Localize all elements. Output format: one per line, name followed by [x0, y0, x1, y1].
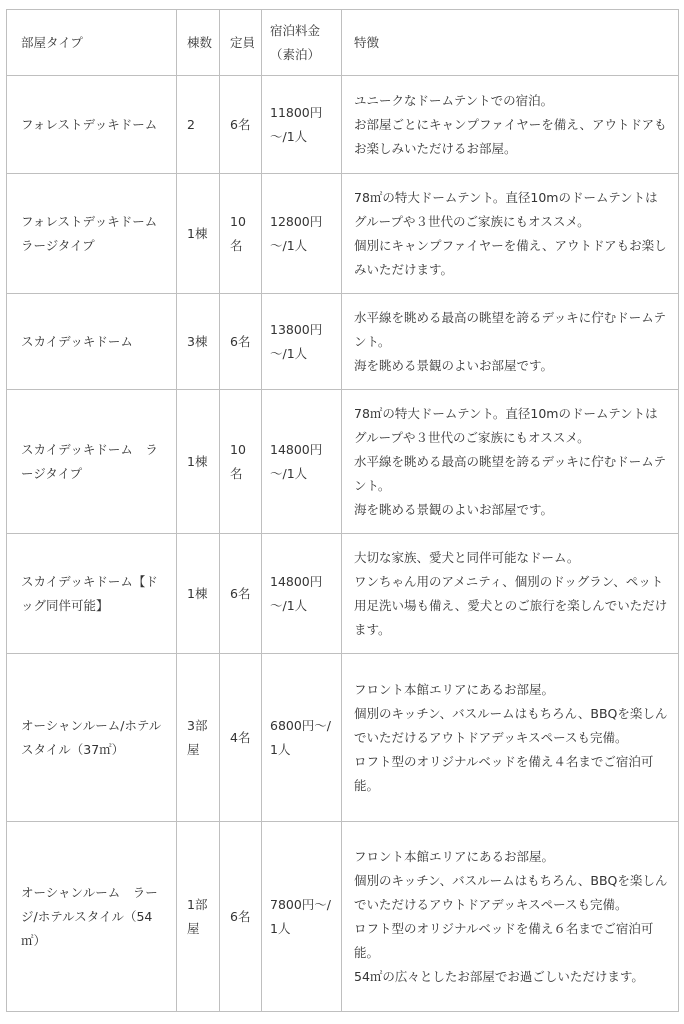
features-cell: 78㎡の特大ドームテント。直径10mのドームテントはグループや３世代のご家族にもオススメ。 個別にキャンプファイヤーを備え、アウトドアもお楽しみいただけます。 [342, 174, 679, 294]
capacity-cell: 6名 [220, 822, 262, 1012]
units-cell: 1棟 [177, 174, 220, 294]
room-type-cell: オーシャンルーム ラージ/ホテルスタイル（54㎡） [7, 822, 177, 1012]
header-room-type: 部屋タイプ [7, 10, 177, 76]
features-cell: 大切な家族、愛犬と同伴可能なドーム。 ワンちゃん用のアメニティ、個別のドッグラン、ペット用足洗い場も備え、愛犬とのご旅行を楽しんでいただけます。 [342, 534, 679, 654]
capacity-cell: 6名 [220, 294, 262, 390]
price-cell: 14800円～/1人 [262, 534, 342, 654]
header-features: 特徴 [342, 10, 679, 76]
price-cell: 6800円～/1人 [262, 654, 342, 822]
capacity-cell: 10名 [220, 390, 262, 534]
room-type-cell: スカイデッキドーム [7, 294, 177, 390]
features-cell: フロント本館エリアにあるお部屋。 個別のキッチン、バスルームはもちろん、BBQを楽しんでいただけるアウトドアデッキスペースも完備。 ロフト型のオリジナルベッドを備え６名までご宿泊可能。 54㎡の広々としたお部屋でお過ごしいただけます。 [342, 822, 679, 1012]
table-row [7, 294, 679, 390]
features-cell: 78㎡の特大ドームテント。直径10mのドームテントはグループや３世代のご家族にもオススメ。 水平線を眺める最高の眺望を誇るデッキに佇むドームテント。 海を眺める景観のよいお部屋です。 [342, 390, 679, 534]
room-table-container [6, 9, 679, 1012]
table-row [7, 534, 679, 654]
table-row [7, 174, 679, 294]
room-type-table [6, 9, 679, 1012]
features-cell: フロント本館エリアにあるお部屋。 個別のキッチン、バスルームはもちろん、BBQを楽しんでいただけるアウトドアデッキスペースも完備。 ロフト型のオリジナルベッドを備え４名までご宿泊可能。 [342, 654, 679, 822]
units-cell: 1部屋 [177, 822, 220, 1012]
header-capacity: 定員 [220, 10, 262, 76]
header-units: 棟数 [177, 10, 220, 76]
features-cell: ユニークなドームテントでの宿泊。 お部屋ごとにキャンプファイヤーを備え、アウトドアもお楽しみいただけるお部屋。 [342, 76, 679, 174]
room-type-cell: フォレストデッキドームラージタイプ [7, 174, 177, 294]
room-type-cell: スカイデッキドーム【ドッグ同伴可能】 [7, 534, 177, 654]
units-cell: 3棟 [177, 294, 220, 390]
header-row [7, 10, 679, 76]
price-cell: 14800円～/1人 [262, 390, 342, 534]
price-cell: 12800円～/1人 [262, 174, 342, 294]
table-row [7, 76, 679, 174]
room-type-cell: フォレストデッキドーム [7, 76, 177, 174]
room-type-cell: スカイデッキドーム ラージタイプ [7, 390, 177, 534]
capacity-cell: 6名 [220, 76, 262, 174]
table-row [7, 654, 679, 822]
room-type-cell: オーシャンルーム/ホテルスタイル（37㎡） [7, 654, 177, 822]
capacity-cell: 6名 [220, 534, 262, 654]
table-row [7, 390, 679, 534]
units-cell: 3部屋 [177, 654, 220, 822]
price-cell: 7800円～/1人 [262, 822, 342, 1012]
header-price: 宿泊料金（素泊） [262, 10, 342, 76]
units-cell: 1棟 [177, 390, 220, 534]
price-cell: 13800円～/1人 [262, 294, 342, 390]
price-cell: 11800円～/1人 [262, 76, 342, 174]
capacity-cell: 10名 [220, 174, 262, 294]
units-cell: 2 [177, 76, 220, 174]
features-cell: 水平線を眺める最高の眺望を誇るデッキに佇むドームテント。 海を眺める景観のよいお部屋です。 [342, 294, 679, 390]
capacity-cell: 4名 [220, 654, 262, 822]
table-row [7, 822, 679, 1012]
units-cell: 1棟 [177, 534, 220, 654]
